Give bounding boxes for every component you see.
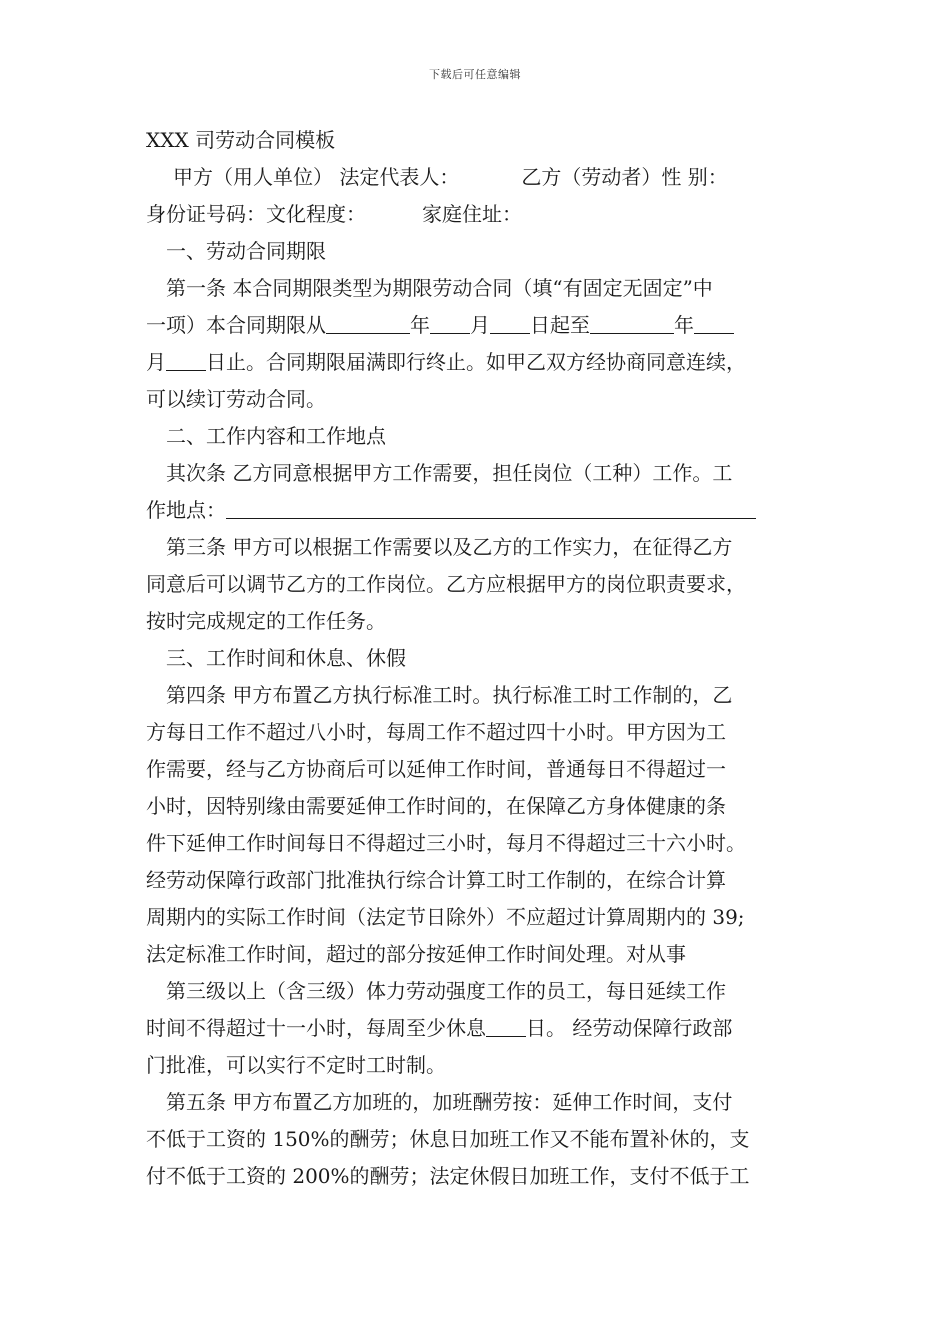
article-1-line: 第一条 本合同期限类型为期限劳动合同（填“有固定无固定”中 — [166, 276, 713, 300]
text-span: 年 — [674, 313, 694, 337]
article-5-line: 第五条 甲方布置乙方加班的，加班酬劳按：延伸工作时间，支付 — [166, 1090, 733, 1114]
blank-field[interactable] — [486, 1014, 526, 1037]
article-5-line: 不低于工资的 150%的酬劳；休息日加班工作又不能布置补休的，支 — [146, 1127, 750, 1151]
article-4-line: 周期内的实际工作时间（法定节日除外）不应超过计算周期内的 39; — [146, 905, 745, 929]
article-2-line: 其次条 乙方同意根据甲方工作需要，担任岗位（工种）工作。工 — [166, 461, 733, 485]
article-4-continued-line — [146, 1010, 826, 1047]
article-4-line: 件下延伸工作时间每日不得超过三小时，每月不得超过三十六小时。 — [146, 831, 746, 855]
article-1-line — [146, 307, 826, 344]
blank-field[interactable] — [490, 311, 530, 334]
blank-field[interactable] — [590, 311, 674, 334]
article-5-line: 付不低于工资的 200%的酬劳；法定休假日加班工作，支付不低于工 — [146, 1164, 750, 1188]
article-1-line — [146, 344, 826, 381]
blank-field[interactable] — [166, 348, 206, 371]
section-heading: 三、工作时间和休息、休假 — [166, 646, 406, 670]
document-title: XXX 司劳动合同模板 — [146, 128, 336, 152]
article-3-line: 同意后可以调节乙方的工作岗位。乙方应根据甲方的岗位职责要求， — [146, 572, 746, 596]
text-span: 一项）本合同期限从 — [146, 313, 326, 337]
text-span: 日。 经劳动保障行政部 — [526, 1016, 733, 1040]
blank-field[interactable] — [430, 311, 470, 334]
text-span: 作地点： — [146, 498, 226, 522]
parties-line-2 — [146, 196, 826, 233]
article-4-continued-line: 门批准，可以实行不定时工时制。 — [146, 1053, 446, 1077]
section-heading: 二、工作内容和工作地点 — [166, 424, 386, 448]
employee-gender-label: 乙方（劳动者）性 别： — [521, 165, 728, 189]
article-4-line: 第四条 甲方布置乙方执行标准工时。执行标准工时工作制的，乙 — [166, 683, 733, 707]
article-4-line: 经劳动保障行政部门批准执行综合计算工时工作制的，在综合计算 — [146, 868, 726, 892]
text-span: 年 — [410, 313, 430, 337]
parties-line-1 — [146, 159, 826, 196]
home-address-label: 家庭住址： — [422, 202, 522, 226]
section-heading: 一、劳动合同期限 — [166, 239, 326, 263]
blank-field[interactable] — [326, 311, 410, 334]
text-span: 月 — [470, 313, 490, 337]
header-note: 下载后可任意编辑 — [429, 68, 521, 81]
document-body — [146, 122, 826, 1195]
employer-legal-rep-label: 甲方（用人单位） 法定代表人： — [173, 165, 460, 189]
text-span: 时间不得超过十一小时，每周至少休息 — [146, 1016, 486, 1040]
article-4-line: 小时，因特别缘由需要延伸工作时间的，在保障乙方身体健康的条 — [146, 794, 726, 818]
article-4-continued-line: 第三级以上（含三级）体力劳动强度工作的员工，每日延续工作 — [166, 979, 726, 1003]
id-education-label: 身份证号码：文化程度： — [146, 202, 366, 226]
article-1-line: 可以续订劳动合同。 — [146, 387, 326, 411]
article-4-line: 法定标准工作时间，超过的部分按延伸工作时间处理。对从事 — [146, 942, 686, 966]
text-span: 月 — [146, 350, 166, 374]
article-3-line: 第三条 甲方可以根据工作需要以及乙方的工作实力，在征得乙方 — [166, 535, 733, 559]
text-span: 日起至 — [530, 313, 590, 337]
blank-field[interactable] — [694, 311, 734, 334]
work-location-blank[interactable] — [226, 496, 756, 519]
article-2-line — [146, 492, 826, 529]
text-span: 日止。合同期限届满即行终止。如甲乙双方经协商同意连续， — [206, 350, 746, 374]
article-4-line: 方每日工作不超过八小时，每周工作不超过四十小时。甲方因为工 — [146, 720, 726, 744]
article-4-line: 作需要，经与乙方协商后可以延伸工作时间，普通每日不得超过一 — [146, 757, 726, 781]
article-3-line: 按时完成规定的工作任务。 — [146, 609, 386, 633]
